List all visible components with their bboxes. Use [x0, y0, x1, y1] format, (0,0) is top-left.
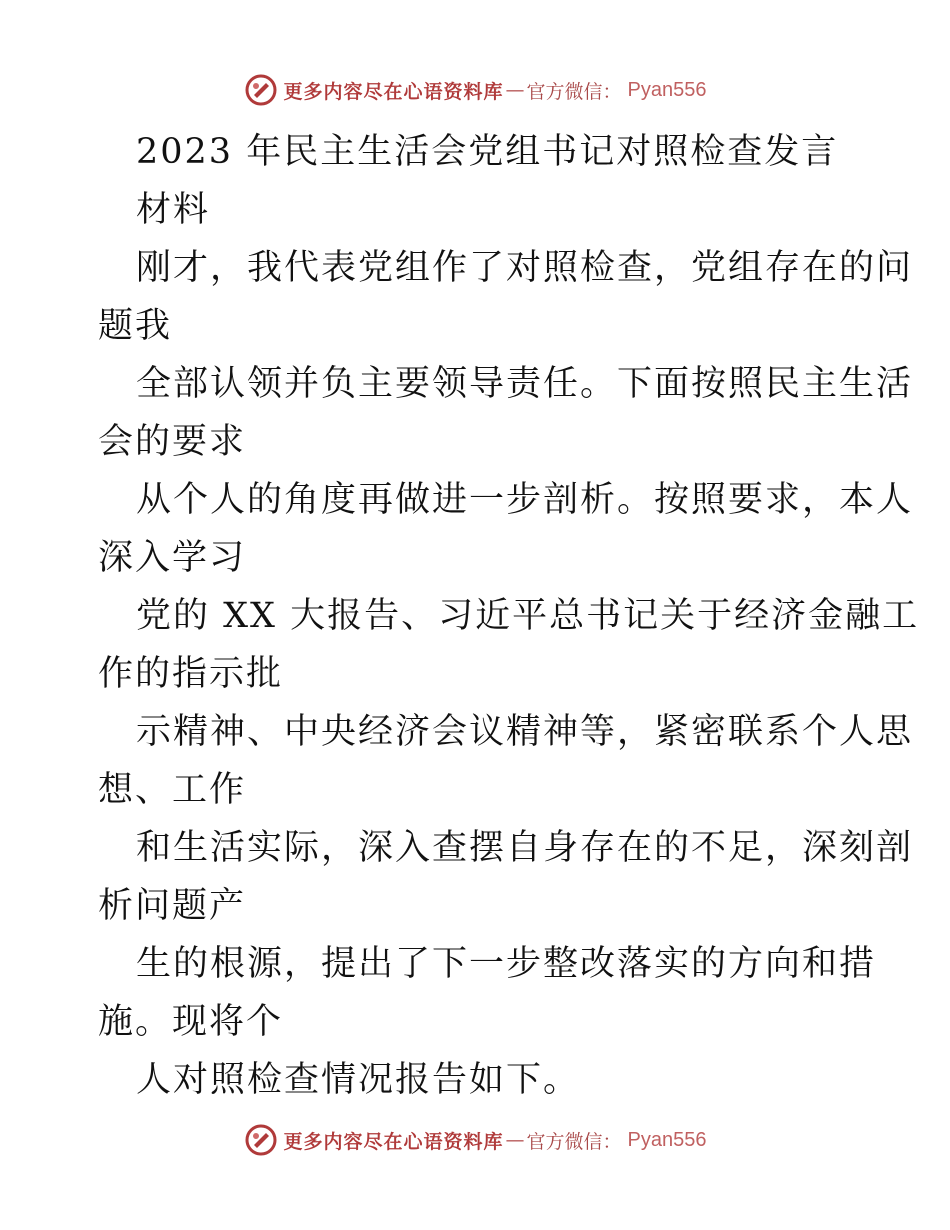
watermark-sub-text: 官方微信： — [526, 80, 622, 103]
text-line: 析问题产 — [98, 886, 247, 926]
text-line: 生的根源，提出了下一步整改落实的方向和措 — [136, 944, 877, 984]
text-line: 2023 年民主生活会党组书记对照检查发言 — [136, 132, 839, 172]
watermark-dash: — — [505, 79, 525, 101]
text-line: 和生活实际，深入查摆自身存在的不足，深刻剖 — [136, 828, 914, 868]
text-line: 材料 — [136, 190, 211, 230]
text-line: 党的 XX 大报告、习近平总书记关于经济金融工 — [136, 596, 920, 636]
watermark-main-text: 更多内容尽在心语资料库 — [283, 80, 504, 103]
watermark-dash: — — [505, 1129, 525, 1151]
text-line: 人对照检查情况报告如下。 — [136, 1060, 581, 1100]
text-line: 想、工作 — [98, 770, 247, 810]
text-line: 作的指示批 — [98, 654, 284, 694]
text-line: 会的要求 — [98, 422, 247, 462]
logo-icon — [244, 73, 278, 107]
watermark-wechat-id: Pyan556 — [627, 78, 707, 101]
watermark-wechat-id: Pyan556 — [627, 1128, 707, 1151]
text-line: 题我 — [98, 306, 173, 346]
logo-icon — [244, 1123, 278, 1157]
text-line: 全部认领并负主要领导责任。下面按照民主生活 — [136, 364, 914, 404]
header-watermark — [0, 70, 950, 110]
text-line: 深入学习 — [98, 538, 247, 578]
text-line: 从个人的角度再做进一步剖析。按照要求，本人 — [136, 480, 914, 520]
watermark-sub-text: 官方微信： — [526, 1130, 622, 1153]
text-line: 施。现将个 — [98, 1002, 284, 1042]
text-line: 示精神、中央经济会议精神等，紧密联系个人思 — [136, 712, 914, 752]
text-line: 刚才，我代表党组作了对照检查，党组存在的问 — [136, 248, 914, 288]
watermark-main-text: 更多内容尽在心语资料库 — [283, 1130, 504, 1153]
document-body — [98, 123, 920, 1109]
footer-watermark — [0, 1120, 950, 1160]
